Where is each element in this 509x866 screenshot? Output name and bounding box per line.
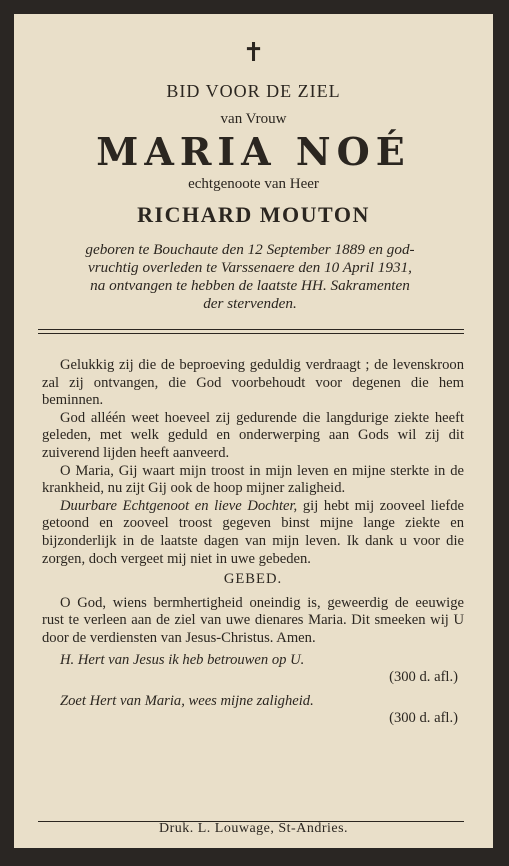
card-heading: BID VOOR DE ZIEL bbox=[166, 81, 341, 101]
address-italic: Duurbare Echtgenoot en lieve Dochter, bbox=[60, 497, 298, 514]
address-rest: gij hebt mij zooveel liefde getoond en zooveel troost gegeven binst mijne lange ziekte en bijzonderlijk in de laatste dagen van mijn leven. Ik dank u voor die zorgen, doch vergeet mij niet in uwe gebeden. bbox=[42, 497, 464, 567]
birth-death-text bbox=[34, 241, 466, 313]
invocation: H. Hert van Jesus ik heb betrouwen op U. bbox=[60, 651, 305, 668]
birth-line: vruchtig overleden te Varssenaere den 10 April 1931, bbox=[88, 259, 412, 276]
prayer-title: GEBED. bbox=[223, 571, 283, 588]
paragraph: Gelukkig zij die de beproeving geduldig verdraagt ; de levenskroon zal zij ontvangen, die God voorbehoudt voor degenen die hem beminnen. bbox=[42, 357, 464, 409]
birth-line: geboren te Bouchaute den 12 September 1889 en god- bbox=[85, 241, 415, 258]
paragraph: O Maria, Gij waart mijn troost in mijn leven en mijne sterkte in de krankheid, nu zijt Gij ook de hoop mijner zaligheid. bbox=[42, 462, 464, 497]
cross-icon: ✝ bbox=[242, 38, 265, 67]
paragraph: God alléén weet hoeveel zij gedurende die langdurige ziekte heeft geleden, met welk geduld en onderwerping aan Gods wil zij dit zuiverend lijden heeft aanveerd. bbox=[42, 409, 464, 461]
printer-credit: Druk. L. Louwage, St-Andries. bbox=[158, 821, 349, 836]
deceased-name: MARIA NOÉ bbox=[96, 129, 411, 174]
indulgence: (300 d. afl.) bbox=[389, 669, 458, 686]
double-rule-divider bbox=[38, 329, 464, 334]
indulgence: (300 d. afl.) bbox=[389, 710, 458, 727]
spouse-of-text: echtgenoote van Heer bbox=[188, 176, 319, 192]
van-vrouw-text: van Vrouw bbox=[220, 111, 287, 127]
birth-line: der stervenden. bbox=[203, 295, 297, 312]
birth-line: na ontvangen te hebben de laatste HH. Sakramenten bbox=[90, 277, 410, 294]
memorial-card bbox=[14, 14, 493, 848]
card-body bbox=[42, 357, 464, 734]
spouse-name: RICHARD MOUTON bbox=[137, 202, 370, 227]
address-paragraph bbox=[42, 498, 464, 568]
invocation: Zoet Hert van Maria, wees mijne zaligheid. bbox=[60, 692, 314, 709]
prayer-text: O God, wiens bermhertigheid oneindig is, geweerdig de eeuwige rust te verleen aan de ziel van uwe dienares Maria. Dit smeeken wij U door de verdiensten van Jesus-Christus. Amen. bbox=[42, 594, 464, 646]
